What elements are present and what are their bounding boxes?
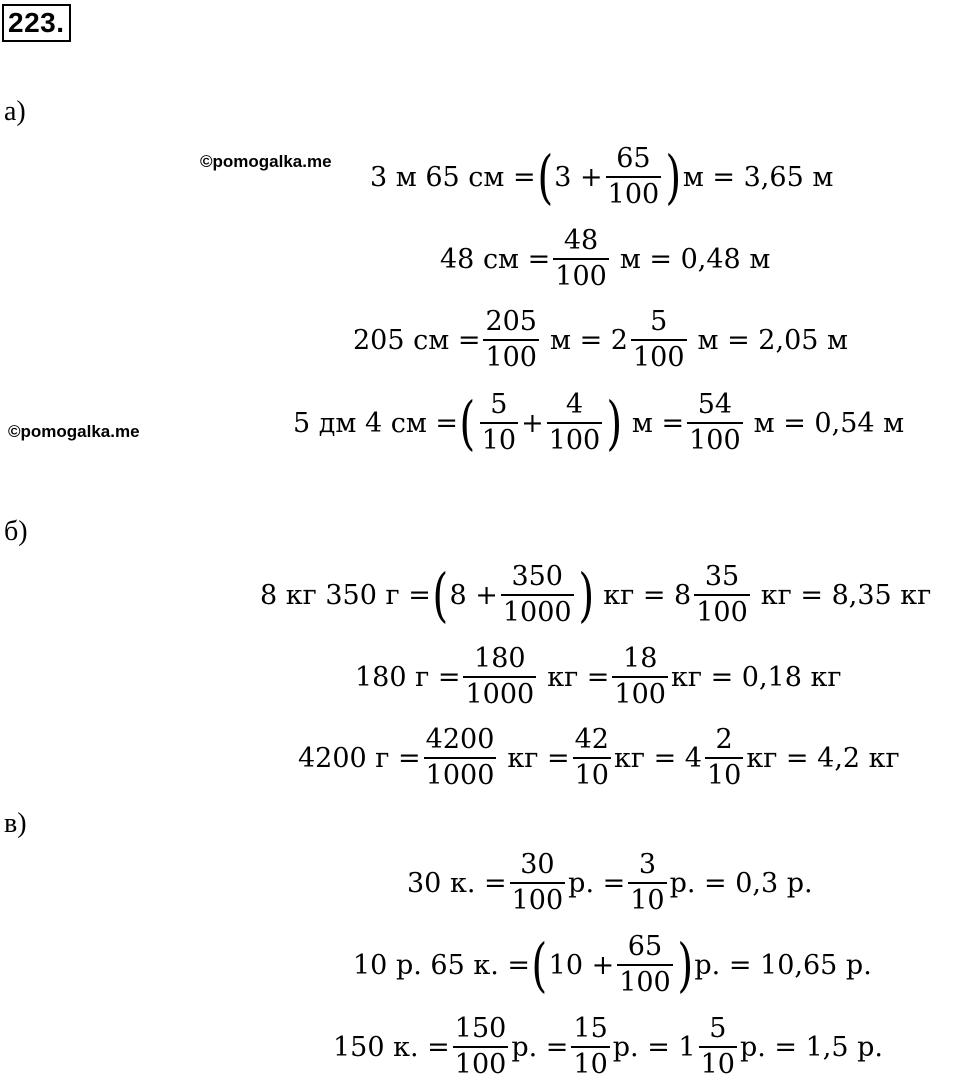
denominator: 100 (612, 676, 668, 712)
problem-number: 223. (2, 4, 71, 42)
eq-text: р. = 1,5 р. (739, 1031, 884, 1063)
eq-text: 150 к. = (333, 1031, 450, 1063)
numerator: 4200 (425, 724, 495, 755)
open-paren: ( (459, 389, 476, 457)
denominator: 1000 (424, 757, 497, 793)
numerator: 205 (485, 306, 537, 337)
denominator: 1000 (501, 594, 574, 630)
close-paren: ) (606, 389, 623, 457)
eq-text: 180 г = (355, 661, 461, 693)
eq-text: р. = 1 (612, 1031, 696, 1063)
numerator: 3 (638, 849, 656, 880)
denominator: 100 (687, 422, 743, 458)
fraction (553, 224, 609, 294)
eq-text: кг = (547, 661, 610, 693)
fraction (547, 388, 603, 458)
fraction (424, 723, 497, 793)
numerator: 18 (623, 643, 658, 674)
denominator: 10 (705, 757, 743, 793)
numerator: 65 (616, 143, 651, 174)
fraction (573, 723, 611, 793)
eq-text: р. = 10,65 р. (694, 949, 872, 981)
eq-text: 10 р. 65 к. = (353, 949, 530, 981)
fraction (483, 305, 539, 375)
denominator: 10 (699, 1046, 737, 1082)
close-paren: ) (677, 931, 693, 999)
equation-b2 (355, 642, 842, 712)
fraction (631, 305, 687, 375)
numerator: 65 (627, 931, 663, 962)
fraction (617, 930, 673, 1000)
watermark-top: ©pomogalka.me (200, 152, 332, 171)
equation-a4 (293, 388, 904, 458)
denominator: 100 (606, 176, 662, 212)
fraction (628, 848, 666, 918)
eq-text: р. = (511, 1031, 569, 1063)
eq-text: м = 0,48 м (619, 243, 771, 275)
denominator: 10 (628, 882, 666, 918)
fraction (463, 642, 536, 712)
eq-text: 8 + (449, 579, 498, 611)
fraction (606, 142, 662, 212)
eq-text: кг = 4 (613, 742, 702, 774)
numerator: 30 (520, 849, 555, 880)
equation-a2 (440, 224, 770, 294)
close-paren: ) (577, 561, 594, 629)
eq-text: м = 0,54 м (753, 407, 905, 439)
fraction (501, 560, 574, 630)
part-label-b: б) (4, 516, 28, 547)
denominator: 10 (573, 757, 611, 793)
eq-text: м = 3,65 м (682, 161, 834, 193)
numerator: 150 (454, 1013, 507, 1044)
equation-a1 (370, 142, 833, 212)
numerator: 4 (565, 389, 584, 420)
equation-c3 (333, 1012, 883, 1082)
denominator: 100 (547, 422, 603, 458)
denominator: 10 (571, 1046, 609, 1082)
denominator: 100 (617, 964, 673, 1000)
eq-text: р. = (568, 867, 626, 899)
numerator: 5 (709, 1013, 727, 1044)
equation-a3 (353, 305, 848, 375)
numerator: 42 (574, 724, 609, 755)
eq-text: кг = 8,35 кг (760, 579, 932, 611)
denominator: 100 (453, 1046, 509, 1082)
eq-text: 5 дм 4 см = (293, 407, 459, 439)
eq-text: м = 2,05 м (697, 324, 849, 356)
fraction (510, 848, 566, 918)
eq-text: 205 см = (353, 324, 481, 356)
equation-c1 (407, 848, 813, 918)
open-paren: ( (432, 561, 449, 629)
numerator: 5 (650, 306, 668, 337)
numerator: 35 (704, 561, 740, 592)
eq-text: 48 см = (440, 243, 551, 275)
eq-text: кг = 4,2 кг (746, 742, 900, 774)
fraction (694, 560, 750, 630)
numerator: 5 (490, 389, 508, 420)
fraction (571, 1012, 609, 1082)
fraction (480, 388, 518, 458)
eq-text: 3 м 65 см = (370, 161, 536, 193)
part-label-a: а) (4, 96, 26, 127)
equation-c2 (353, 930, 872, 1000)
open-paren: ( (537, 143, 553, 211)
eq-text: 8 кг 350 г = (260, 579, 431, 611)
eq-text: м = 2 (550, 324, 628, 356)
denominator: 1000 (463, 676, 536, 712)
open-paren: ( (531, 931, 548, 999)
numerator: 350 (511, 561, 563, 592)
fraction (453, 1012, 509, 1082)
eq-text: 3 + (554, 161, 603, 193)
equation-b3 (298, 723, 900, 793)
eq-text: м = (631, 407, 685, 439)
fraction (699, 1012, 737, 1082)
eq-text: 10 + (548, 949, 615, 981)
numerator: 180 (474, 643, 526, 674)
watermark-middle: ©pomogalka.me (8, 422, 140, 441)
eq-text: кг = (507, 742, 570, 774)
part-label-c: в) (4, 808, 27, 839)
denominator: 100 (631, 339, 687, 375)
denominator: 10 (480, 422, 518, 458)
fraction (687, 388, 743, 458)
plus-sign: + (521, 407, 544, 439)
eq-text: 4200 г = (298, 742, 421, 774)
denominator: 100 (510, 882, 566, 918)
close-paren: ) (665, 143, 682, 211)
numerator: 15 (573, 1013, 608, 1044)
fraction (612, 642, 668, 712)
numerator: 54 (697, 389, 733, 420)
denominator: 100 (483, 339, 539, 375)
numerator: 2 (715, 724, 733, 755)
equation-b1 (260, 560, 931, 630)
eq-text: р. = 0,3 р. (669, 867, 813, 899)
eq-text: 30 к. = (407, 867, 507, 899)
fraction (705, 723, 743, 793)
eq-text: кг = 0,18 кг (670, 661, 842, 693)
numerator: 48 (563, 225, 599, 256)
denominator: 100 (553, 258, 609, 294)
eq-text: кг = 8 (603, 579, 692, 611)
denominator: 100 (694, 594, 750, 630)
